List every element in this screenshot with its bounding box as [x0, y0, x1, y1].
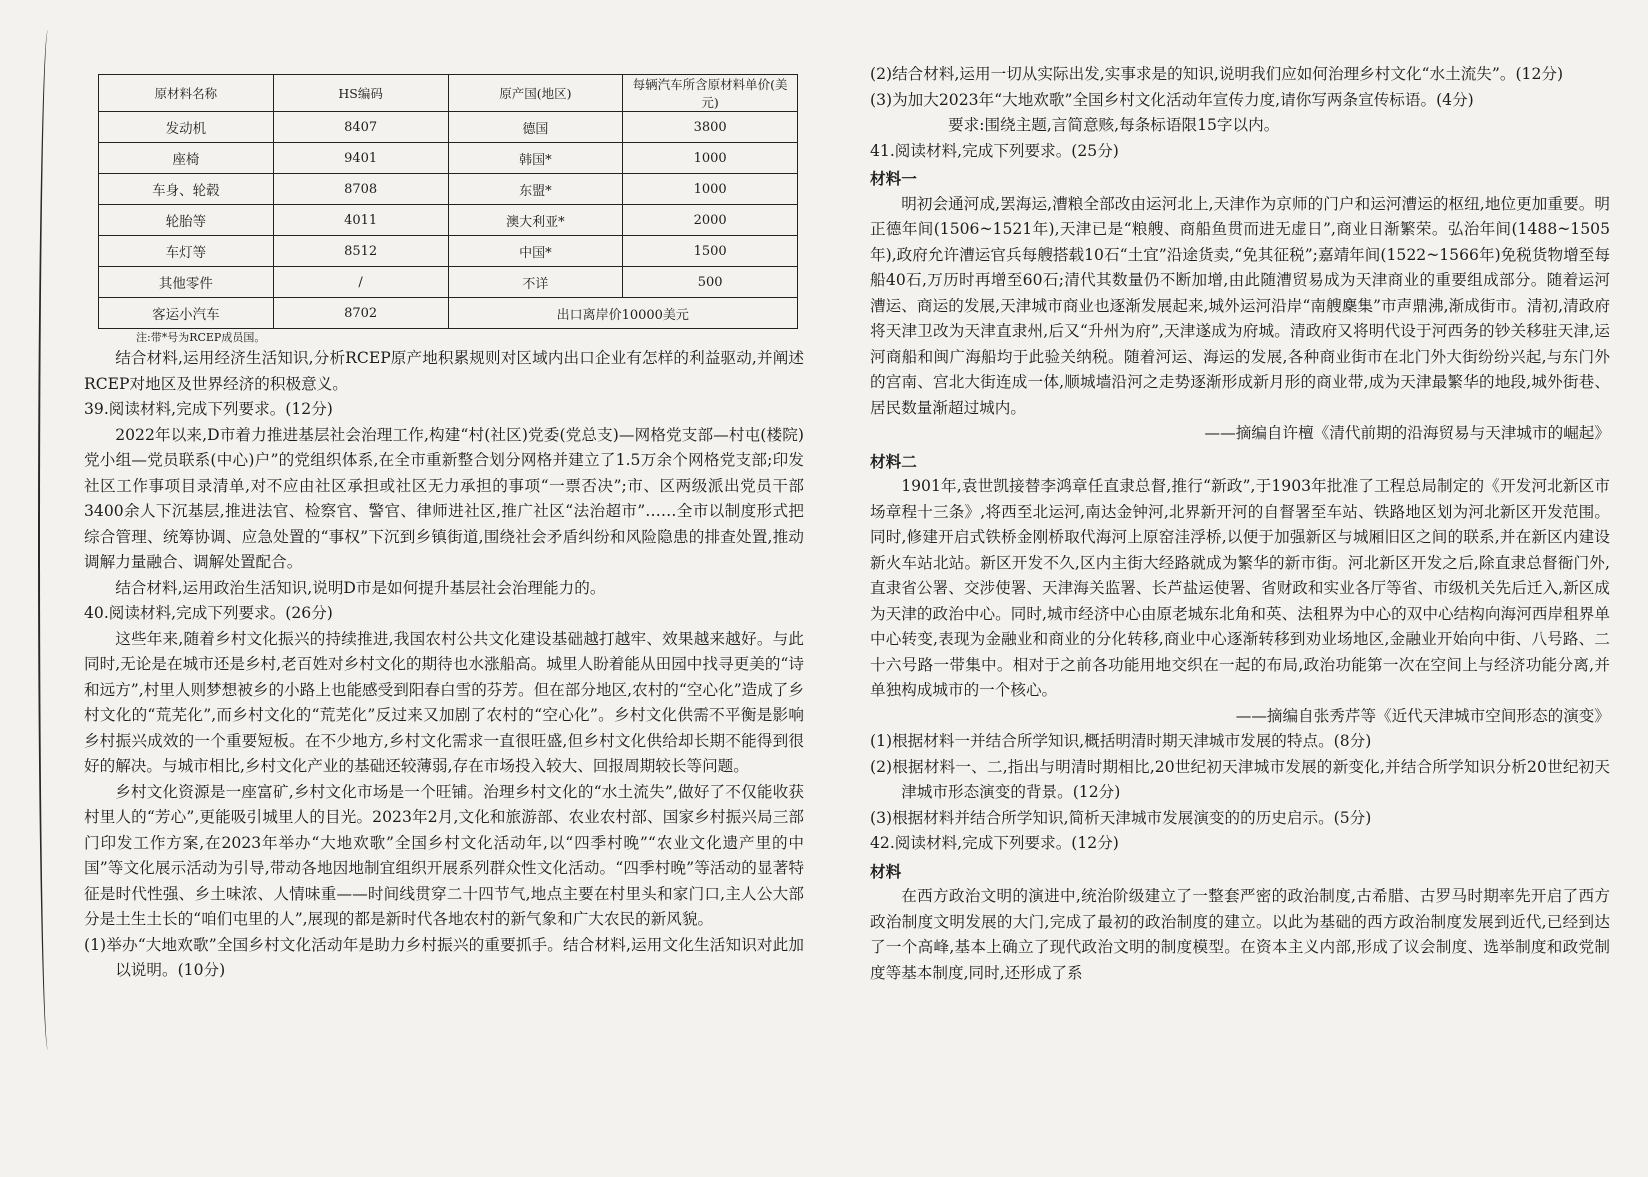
q40-sub-question-2: (2)结合材料,运用一切从实际出发,实事求是的知识,说明我们应如何治理乡村文化“水土流失”。(12分) — [870, 65, 1564, 83]
q42-material: 在西方政治文明的演进中,统治阶级建立了一整套严密的政治制度,古希腊、古罗马时期率先开启了西方政治制度文明发展的大门,完成了最初的政治制度的建立。以此为基础的西方政治制度发展到近代,已经到达了一个高峰,基本上确立了现代政治文明的制度模型。在资本主义内部,形成了议会制度、选举制度和政党制度等基本制度,同时,还形成了系 — [870, 887, 1610, 982]
table-cell: 东盟* — [448, 174, 623, 205]
table-header-cell: 原材料名称 — [99, 75, 274, 112]
q41-sub-question-1: (1)根据材料一并结合所学知识,概括明清时期天津城市发展的特点。(8分) — [870, 732, 1372, 750]
table-cell: 1000 — [623, 143, 798, 174]
q41-heading: 41.阅读材料,完成下列要求。(25分) — [870, 141, 1119, 160]
table-row — [99, 236, 798, 267]
table-cell: 8512 — [273, 236, 448, 267]
q40-heading: 40.阅读材料,完成下列要求。(26分) — [84, 604, 333, 622]
table-cell: 德国 — [448, 112, 623, 143]
q41-sub-question-3: (3)根据材料并结合所学知识,简析天津城市发展演变的的历史启示。(5分) — [870, 808, 1372, 827]
q41-material-2-source: ——摘编自张秀芹等《近代天津城市空间形态的演变》 — [1235, 706, 1610, 725]
table-cell: 车灯等 — [99, 236, 274, 267]
table-cell: / — [273, 267, 448, 298]
table-note: 注:带*号为RCEP成员国。 — [136, 331, 266, 344]
table-row — [99, 112, 798, 143]
table-cell: 2000 — [623, 205, 798, 236]
table-cell: 3800 — [623, 112, 798, 143]
q39-question: 结合材料,运用政治生活知识,说明D市是如何提升基层社会治理能力的。 — [115, 578, 606, 597]
q41-material-1: 明初会通河成,罢海运,漕粮全部改由运河北上,天津作为京师的门户和运河漕运的枢纽,地位更加重要。明正德年间(1506~1521年),天津已是“粮艘、商船鱼贯而进无虚日”,商业日渐繁荣。弘治年间(1488~1505年),政府允许漕运官兵每艘搭载10石“土宜”沿途货卖,“免其征税”;嘉靖年间(1522~1566年)免税货物增至每船40石,万历时再增至60石;清代其数量仍不断加增,由此随漕贸易成为天津商业的重要组成部分。随着运河漕运、商运的发展,天津城市商业也逐渐发展起来,城外运河沿岸“南艘麇集”市声鼎沸,渐成街市。清初,清政府将天津卫改为天津直隶州,后又“升州为府”,天津遂成为府城。清政府又将明代设于河西务的钞关移驻天津,运河商船和闽广海船均于此验关纳税。随着河运、海运的发展,各种商业街市在北门外大街纷纷兴起,与东门外的宫南、宫北大街连成一体,顺城墙沿河之走势逐渐形成新月形的商业带,成为天津最繁华的地段,城外街巷、居民数量渐超过城内。 — [870, 194, 1610, 417]
table-cell: 不详 — [448, 267, 623, 298]
table-cell: 其他零件 — [99, 267, 274, 298]
table-row — [99, 205, 798, 236]
table-cell: 500 — [623, 267, 798, 298]
q39-heading: 39.阅读材料,完成下列要求。(12分) — [84, 400, 333, 418]
table-cell: 8407 — [273, 112, 448, 143]
q40-material-2: 乡村文化资源是一座富矿,乡村文化市场是一个旺铺。治理乡村文化的“水土流失”,做好了不仅能收获村里人的“芳心”,更能吸引城里人的目光。2023年2月,文化和旅游部、农业农村部、国家乡村振兴局三部门印发工作方案,在2023年举办“大地欢歌”全国乡村文化活动年,以“四季村晚”“农业文化遗产里的中国”等文化展示活动为引导,带动各地因地制宜组织开展系列群众性文化活动。“四季村晚”等活动的显著特征是时代性强、乡土味浓、人情味重——时间线贯穿二十四节气,地点主要在村里头和家门口,主人公大部分是土生土长的“咱们屯里的人”,展现的都是新时代各地农村的新气象和广大农民的新风貌。 — [84, 782, 804, 928]
table-cell: 出口离岸价10000美元 — [448, 298, 798, 329]
table-cell: 客运小汽车 — [99, 298, 274, 329]
table-header-cell: HS编码 — [273, 75, 448, 112]
q39-material: 2022年以来,D市着力推进基层社会治理工作,构建“村(社区)党委(党总支)—网格党支部—村屯(楼院)党小组—党员联系(中心)户”的党组织体系,在全市重新整合划分网格并建立了1.5万余个网格党支部;印发社区工作事项目录清单,对不应由社区承担或社区无力承担的事项“一票否决”;市、区两级派出党员干部3400余人下沉基层,推进法官、检察官、警官、律师进社区,推广社区“法治超市”……全市以制度形式把综合管理、统筹协调、应急处置的“事权”下沉到乡镇街道,围绕社会矛盾纠纷和风险隐患的排查处置,推动调解力量融合、调解处置配合。 — [84, 425, 804, 571]
q40-sub-question-1: (1)举办“大地欢歌”全国乡村文化活动年是助力乡村振兴的重要抓手。结合材料,运用文化生活知识对此加以说明。(10分) — [84, 935, 804, 979]
page-binding-edge — [38, 30, 58, 1050]
q38-question: 结合材料,运用经济生活知识,分析RCEP原产地积累规则对区域内出口企业有怎样的利益驱动,并阐述RCEP对地区及世界经济的积极意义。 — [84, 349, 804, 393]
table-cell: 韩国* — [448, 143, 623, 174]
table-cell: 中国* — [448, 236, 623, 267]
q41-material-2-title: 材料二 — [870, 451, 917, 471]
table-cell: 1500 — [623, 236, 798, 267]
table-cell: 8708 — [273, 174, 448, 205]
table-row — [99, 143, 798, 174]
table-cell: 9401 — [273, 143, 448, 174]
left-column — [84, 346, 804, 984]
q40-requirement: 要求:围绕主题,言简意赅,每条标语限15字以内。 — [948, 116, 1280, 134]
table-cell: 车身、轮毂 — [99, 174, 274, 205]
table-cell: 4011 — [273, 205, 448, 236]
table-header-cell: 每辆汽车所含原材料单价(美元) — [623, 75, 798, 112]
q42-heading: 42.阅读材料,完成下列要求。(12分) — [870, 834, 1119, 852]
q40-sub-question-3: (3)为加大2023年“大地欢歌”全国乡村文化活动年宣传力度,请你写两条宣传标语。(4分) — [870, 90, 1474, 109]
q41-sub-question-2: (2)根据材料一、二,指出与明清时期相比,20世纪初天津城市发展的新变化,并结合所学知识分析20世纪初天津城市形态演变的背景。(12分) — [870, 757, 1610, 801]
table-row — [99, 174, 798, 205]
right-column — [870, 62, 1610, 986]
table-cell: 轮胎等 — [99, 205, 274, 236]
q42-material-title: 材料 — [870, 861, 902, 881]
table-cell: 发动机 — [99, 112, 274, 143]
table-row — [99, 298, 798, 329]
table-cell: 澳大利亚* — [448, 205, 623, 236]
origin-materials-table — [98, 74, 798, 329]
table-header-cell: 原产国(地区) — [448, 75, 623, 112]
q40-material-1: 这些年来,随着乡村文化振兴的持续推进,我国农村公共文化建设基础越打越牢、效果越来越好。与此同时,无论是在城市还是乡村,老百姓对乡村文化的期待也水涨船高。城里人盼着能从田园中找寻更美的“诗和远方”,村里人则梦想被乡的小路上也能感受到阳春白雪的芬芳。但在部分地区,农村的“空心化”造成了乡村文化的“荒芜化”,而乡村文化的“荒芜化”反过来又加剧了农村的“空心化”。乡村文化供需不平衡是影响乡村振兴成效的一个重要短板。在不少地方,乡村文化需求一直很旺盛,但乡村文化供给却长期不能得到很好的解决。与城市相比,乡村文化产业的基础还较薄弱,存在市场投入较大、回报周期较长等问题。 — [84, 629, 804, 775]
table-cell: 8702 — [273, 298, 448, 329]
q41-material-1-source: ——摘编自许檀《清代前期的沿海贸易与天津城市的崛起》 — [1204, 424, 1610, 442]
table-header-row — [99, 75, 798, 112]
table-cell: 座椅 — [99, 143, 274, 174]
table-cell: 1000 — [623, 174, 798, 205]
table-row — [99, 267, 798, 298]
q41-material-2: 1901年,袁世凯接替李鸿章任直隶总督,推行“新政”,于1903年批准了工程总局制定的《开发河北新区市场章程十三条》,将西至北运河,南达金钟河,北界新开河的自督署至车站、铁路地区划为河北新区开发范围。同时,修建开启式铁桥金刚桥取代海河上原窑洼浮桥,以便于加强新区与城厢旧区之间的联系,并在新区内建设新火车站北站。新区开发不久,区内主街大经路就成为繁华的新市街。河北新区开发之后,除直隶总督衙门外,直隶省公署、交涉使署、天津海关监署、长芦盐运使署、省财政和实业各厅等省、市级机关先后迁入,新区成为天津的政治中心。同时,城市经济中心由原老城东北角和英、法租界为中心的双中心结构向海河西岸租界单中心转变,表现为金融业和商业的分化转移,商业中心逐渐转移到劝业场地区,金融业开始向中街、八号路、二十六号路一带集中。相对于之前各功能用地交织在一起的布局,政治功能第一次在空间上与经济功能分离,并单独构成城市的一个核心。 — [870, 477, 1610, 699]
q41-material-1-title: 材料一 — [870, 169, 917, 188]
